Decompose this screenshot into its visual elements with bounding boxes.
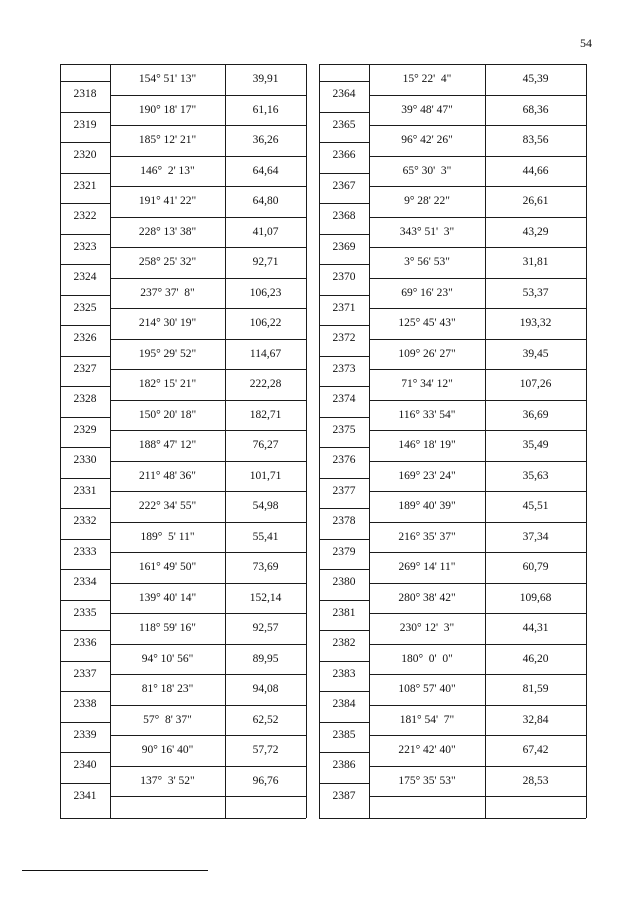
row-divider <box>110 247 306 248</box>
distance-cell: 62,52 <box>252 713 279 726</box>
row-divider <box>110 461 306 462</box>
distance-cell: 67,42 <box>522 744 549 756</box>
point-cell: 2321 <box>73 179 97 192</box>
angle-cell: 237° 37' 8" <box>140 286 195 299</box>
row-divider <box>110 430 306 431</box>
point-row-divider <box>319 630 369 631</box>
angle-cell: 57° 8' 37" <box>143 713 192 726</box>
point-row-divider <box>60 478 110 479</box>
point-cell: 2385 <box>332 728 356 741</box>
point-row-divider <box>319 722 369 723</box>
point-cell: 2384 <box>332 698 356 711</box>
point-row-divider <box>60 569 110 570</box>
row-divider <box>110 583 306 584</box>
point-cell: 2373 <box>332 362 356 375</box>
distance-cell: 182,71 <box>249 408 282 421</box>
row-divider <box>110 522 306 523</box>
footnote-rule <box>22 870 208 871</box>
row-divider <box>110 308 306 309</box>
distance-cell: 83,56 <box>522 134 549 146</box>
point-row-divider <box>60 630 110 631</box>
row-divider <box>110 796 306 797</box>
point-cell: 2339 <box>73 728 97 741</box>
point-row-divider <box>319 752 369 753</box>
distance-cell: 26,61 <box>522 195 549 207</box>
point-row-divider <box>60 325 110 326</box>
angle-cell: 191° 41' 22" <box>138 195 197 207</box>
point-cell: 2372 <box>332 332 356 345</box>
distance-cell: 39,91 <box>252 73 279 85</box>
row-divider <box>110 705 306 706</box>
point-cell: 2337 <box>73 667 97 680</box>
distance-cell: 64,64 <box>252 164 279 177</box>
row-divider <box>369 369 586 370</box>
angle-cell: 69° 16' 23" <box>401 286 453 299</box>
distance-cell: 94,08 <box>252 683 279 695</box>
row-divider <box>369 247 586 248</box>
row-divider <box>110 217 306 218</box>
angle-cell: 188° 47' 12" <box>138 439 197 451</box>
row-divider <box>369 217 586 218</box>
point-cell: 2376 <box>332 454 356 467</box>
distance-cell: 89,95 <box>252 652 279 665</box>
distance-cell: 81,59 <box>522 683 549 695</box>
row-divider <box>369 552 586 553</box>
distance-cell: 55,41 <box>252 530 279 543</box>
point-cell: 2340 <box>73 759 97 772</box>
angle-cell: 65° 30' 3" <box>402 164 452 177</box>
distance-cell: 44,31 <box>522 622 549 634</box>
angle-cell: 94° 10' 56" <box>141 652 194 665</box>
point-row-divider <box>60 417 110 418</box>
row-divider <box>369 339 586 340</box>
point-row-divider <box>60 386 110 387</box>
point-row-divider <box>60 295 110 296</box>
angle-cell: 3° 56' 53" <box>404 256 450 268</box>
angle-cell: 108° 57' 40" <box>398 683 456 695</box>
distance-cell: 107,26 <box>519 378 552 390</box>
distance-cell: 60,79 <box>522 561 549 573</box>
coordinate-table-left <box>60 64 282 802</box>
point-row-divider <box>319 264 369 265</box>
point-cell: 2338 <box>73 698 97 711</box>
point-cell: 2386 <box>332 759 356 772</box>
distance-cell: 64,80 <box>252 195 279 207</box>
point-cell: 2326 <box>73 332 97 345</box>
point-cell: 2335 <box>73 606 97 619</box>
point-row-divider <box>60 722 110 723</box>
distance-cell: 76,27 <box>252 439 279 451</box>
angle-cell: 137° 3' 52" <box>140 774 195 787</box>
row-divider <box>110 369 306 370</box>
angle-cell: 9° 28' 22" <box>404 195 450 207</box>
point-row-divider <box>319 417 369 418</box>
angle-cell: 39° 48' 47" <box>401 103 453 116</box>
point-row-divider <box>319 356 369 357</box>
distance-cell: 54,98 <box>252 500 279 512</box>
angle-cell: 280° 38' 42" <box>398 591 456 604</box>
point-cell: 2374 <box>332 393 356 406</box>
row-divider <box>369 674 586 675</box>
point-cell: 2368 <box>332 210 356 223</box>
distance-cell: 53,37 <box>522 286 549 299</box>
distance-cell: 114,67 <box>249 347 282 360</box>
angle-cell: 15° 22' 4" <box>402 73 452 85</box>
row-divider <box>110 644 306 645</box>
distance-cell: 46,20 <box>522 652 549 665</box>
distance-cell: 193,32 <box>519 317 552 329</box>
angle-cell: 180° 0' 0" <box>401 652 453 665</box>
point-cell: 2329 <box>73 423 97 436</box>
row-divider <box>369 461 586 462</box>
point-row-divider <box>319 112 369 113</box>
row-divider <box>369 95 586 96</box>
row-divider <box>110 339 306 340</box>
row-divider <box>369 583 586 584</box>
point-row-divider <box>319 661 369 662</box>
point-row-divider <box>319 539 369 540</box>
point-row-divider <box>60 508 110 509</box>
angle-cell: 230° 12' 3" <box>399 622 455 634</box>
distance-cell: 106,23 <box>249 286 282 299</box>
row-divider <box>369 278 586 279</box>
angle-cell: 118° 59' 16" <box>139 622 196 634</box>
distance-cell: 152,14 <box>249 591 282 604</box>
row-divider <box>110 491 306 492</box>
point-cell: 2371 <box>332 301 356 314</box>
angle-cell: 90° 16' 40" <box>141 744 194 756</box>
row-divider <box>369 186 586 187</box>
distance-cell: 35,49 <box>522 439 549 451</box>
table-bottom-border <box>319 818 586 819</box>
point-cell: 2341 <box>73 789 97 802</box>
distance-cell: 37,34 <box>522 530 549 543</box>
point-cell: 2364 <box>332 88 356 101</box>
point-cell: 2333 <box>73 545 97 558</box>
distance-cell: 28,53 <box>522 774 549 787</box>
row-divider <box>369 125 586 126</box>
distance-cell: 44,66 <box>522 164 549 177</box>
row-divider <box>369 308 586 309</box>
point-cell: 2331 <box>73 484 97 497</box>
angle-cell: 211° 48' 36" <box>139 469 196 482</box>
point-cell: 2377 <box>332 484 356 497</box>
angle-cell: 181° 54' 7" <box>399 713 455 726</box>
angle-cell: 139° 40' 14" <box>138 591 197 604</box>
distance-cell: 222,28 <box>249 378 282 390</box>
point-cell: 2375 <box>332 423 356 436</box>
point-row-divider <box>319 325 369 326</box>
page-number: 54 <box>580 36 592 50</box>
point-row-divider <box>319 295 369 296</box>
row-divider <box>110 125 306 126</box>
row-divider <box>110 552 306 553</box>
row-divider <box>110 735 306 736</box>
point-cell: 2379 <box>332 545 356 558</box>
point-cell: 2322 <box>73 210 97 223</box>
angle-cell: 343° 51' 3" <box>399 225 455 238</box>
point-row-divider <box>60 539 110 540</box>
row-divider <box>110 278 306 279</box>
point-row-divider <box>60 600 110 601</box>
point-cell: 2318 <box>73 88 97 101</box>
angle-cell: 185° 12' 21" <box>138 134 197 146</box>
point-cell: 2334 <box>73 576 97 589</box>
table-border-right <box>586 64 587 818</box>
angle-cell: 189° 5' 11" <box>140 530 195 543</box>
angle-cell: 116° 33' 54" <box>398 408 456 421</box>
row-divider <box>110 156 306 157</box>
distance-cell: 45,51 <box>522 500 549 512</box>
point-row-divider <box>60 691 110 692</box>
angle-cell: 146° 18' 19" <box>398 439 456 451</box>
point-cell: 2328 <box>73 393 97 406</box>
point-row-divider <box>60 203 110 204</box>
angle-cell: 189° 40' 39" <box>398 500 456 512</box>
angle-cell: 214° 30' 19" <box>138 317 197 329</box>
row-divider <box>110 400 306 401</box>
angle-cell: 258° 25' 32" <box>138 256 197 268</box>
point-cell: 2382 <box>332 637 356 650</box>
distance-cell: 73,69 <box>252 561 279 573</box>
distance-cell: 35,63 <box>522 469 549 482</box>
table-bottom-border <box>60 818 306 819</box>
table-top-border <box>319 64 586 65</box>
point-row-divider <box>319 691 369 692</box>
row-divider <box>110 95 306 96</box>
row-divider <box>369 613 586 614</box>
point-row-divider-last <box>60 783 110 784</box>
point-row-divider <box>60 234 110 235</box>
angle-cell: 150° 20' 18" <box>138 408 197 421</box>
angle-cell: 222° 34' 55" <box>138 500 197 512</box>
distance-cell: 109,68 <box>519 591 552 604</box>
distance-cell: 43,29 <box>522 225 549 238</box>
distance-cell: 106,22 <box>249 317 282 329</box>
coordinate-table-right <box>319 64 552 802</box>
distance-cell: 92,57 <box>252 622 279 634</box>
point-row-divider <box>60 142 110 143</box>
point-row-divider <box>60 661 110 662</box>
point-cell: 2336 <box>73 637 97 650</box>
point-row-divider <box>319 173 369 174</box>
distance-cell: 31,81 <box>522 256 549 268</box>
point-cell: 2387 <box>332 789 356 802</box>
distance-cell: 39,45 <box>522 347 549 360</box>
angle-cell: 96° 42' 26" <box>401 134 453 146</box>
point-row-divider <box>319 478 369 479</box>
point-cell: 2383 <box>332 667 356 680</box>
point-row-divider <box>319 600 369 601</box>
point-cell: 2380 <box>332 576 356 589</box>
row-divider <box>369 796 586 797</box>
row-divider <box>369 644 586 645</box>
point-row-divider <box>319 81 369 82</box>
angle-cell: 190° 18' 17" <box>138 103 197 116</box>
angle-cell: 81° 18' 23" <box>141 683 194 695</box>
point-row-divider <box>319 447 369 448</box>
angle-cell: 125° 45' 43" <box>398 317 456 329</box>
point-row-divider <box>60 356 110 357</box>
distance-cell: 61,16 <box>252 103 279 116</box>
distance-cell: 41,07 <box>252 225 279 238</box>
distance-cell: 57,72 <box>252 744 279 756</box>
point-cell: 2378 <box>332 515 356 528</box>
table-border-right <box>306 64 307 818</box>
point-row-divider <box>319 569 369 570</box>
point-cell: 2320 <box>73 149 97 162</box>
row-divider <box>369 735 586 736</box>
distance-cell: 68,36 <box>522 103 549 116</box>
point-cell: 2324 <box>73 271 97 284</box>
point-row-divider <box>60 447 110 448</box>
distance-cell: 32,84 <box>522 713 549 726</box>
row-divider <box>369 522 586 523</box>
row-divider <box>369 766 586 767</box>
row-divider <box>369 156 586 157</box>
angle-cell: 146° 2' 13" <box>140 164 195 177</box>
distance-cell: 45,39 <box>522 73 549 85</box>
angle-cell: 216° 35' 37" <box>398 530 456 543</box>
row-divider <box>110 674 306 675</box>
table-top-border <box>60 64 306 65</box>
point-cell: 2370 <box>332 271 356 284</box>
angle-cell: 175° 35' 53" <box>398 774 456 787</box>
point-row-divider <box>319 508 369 509</box>
angle-cell: 169° 23' 24" <box>398 469 456 482</box>
distance-cell: 92,71 <box>252 256 279 268</box>
distance-cell: 36,26 <box>252 134 279 146</box>
point-cell: 2369 <box>332 240 356 253</box>
point-row-divider <box>60 752 110 753</box>
point-cell: 2323 <box>73 240 97 253</box>
distance-cell: 101,71 <box>249 469 282 482</box>
distance-cell: 96,76 <box>252 774 279 787</box>
row-divider <box>369 491 586 492</box>
angle-cell: 182° 15' 21" <box>138 378 197 390</box>
point-row-divider <box>60 173 110 174</box>
row-divider <box>369 400 586 401</box>
angle-cell: 109° 26' 27" <box>398 347 456 360</box>
angle-cell: 221° 42' 40" <box>398 744 456 756</box>
point-cell: 2332 <box>73 515 97 528</box>
angle-cell: 71° 34' 12" <box>401 378 453 390</box>
point-cell: 2319 <box>73 118 97 131</box>
angle-cell: 269° 14' 11" <box>398 561 456 573</box>
point-cell: 2381 <box>332 606 356 619</box>
row-divider <box>110 613 306 614</box>
point-row-divider <box>319 234 369 235</box>
point-row-divider <box>319 142 369 143</box>
point-row-divider <box>60 81 110 82</box>
point-cell: 2330 <box>73 454 97 467</box>
angle-cell: 195° 29' 52" <box>138 347 197 360</box>
point-cell: 2367 <box>332 179 356 192</box>
point-row-divider <box>319 203 369 204</box>
point-cell: 2325 <box>73 301 97 314</box>
point-row-divider <box>60 112 110 113</box>
row-divider <box>369 430 586 431</box>
point-row-divider <box>60 264 110 265</box>
row-divider <box>110 766 306 767</box>
angle-cell: 154° 51' 13" <box>138 73 197 85</box>
angle-cell: 228° 13' 38" <box>138 225 197 238</box>
point-cell: 2366 <box>332 149 356 162</box>
point-cell: 2365 <box>332 118 356 131</box>
angle-cell: 161° 49' 50" <box>138 561 197 573</box>
point-row-divider <box>319 386 369 387</box>
point-cell: 2327 <box>73 362 97 375</box>
distance-cell: 36,69 <box>522 408 549 421</box>
row-divider <box>110 186 306 187</box>
point-row-divider-last <box>319 783 369 784</box>
row-divider <box>369 705 586 706</box>
